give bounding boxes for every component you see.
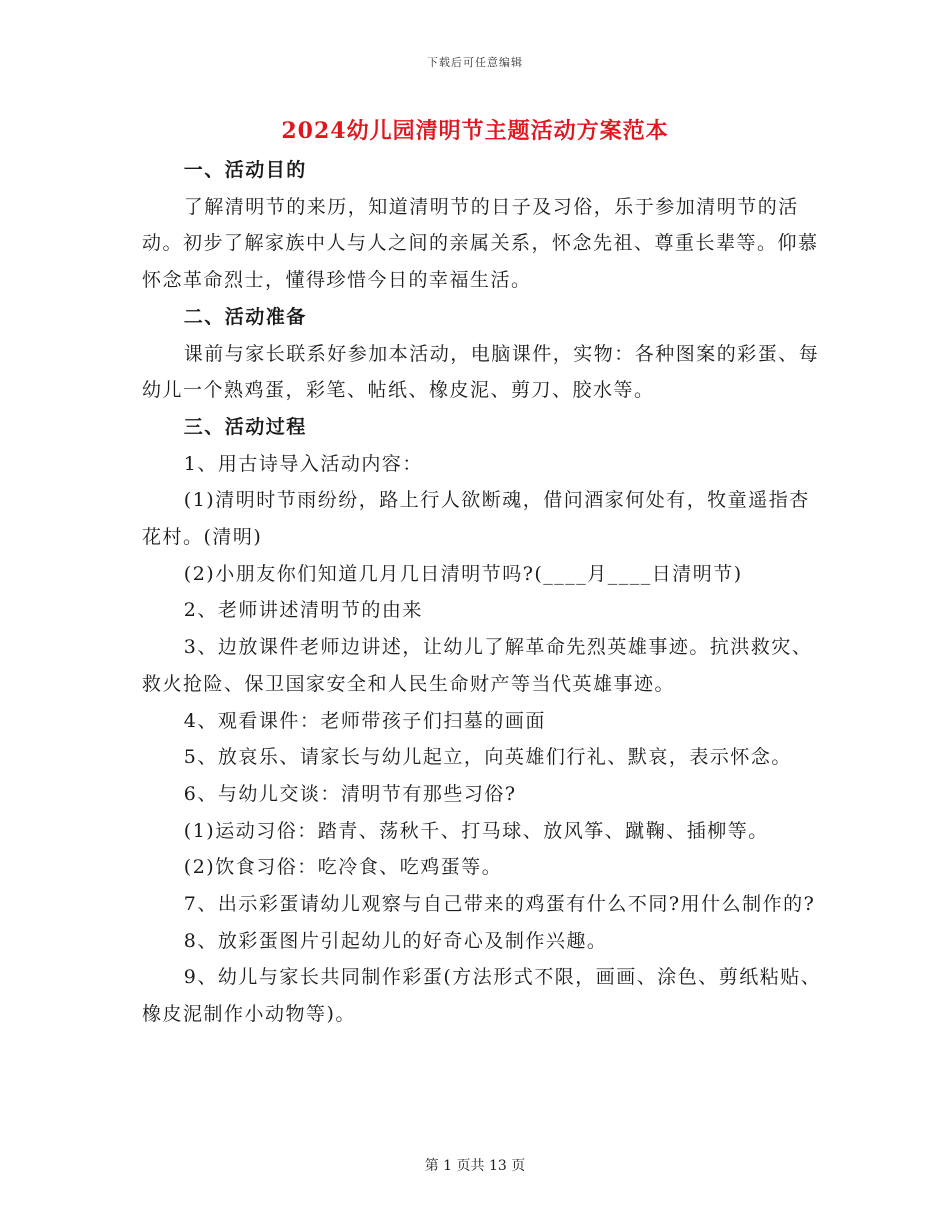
- paragraph-preparation: 课前与家长联系好参加本活动，电脑课件，实物：各种图案的彩蛋、每幼儿一个熟鸡蛋，彩笔、帖纸、橡皮泥、剪刀、胶水等。: [142, 342, 820, 402]
- process-step-1-2: (2)小朋友你们知道几月几日清明节吗?(____月____日清明节): [183, 562, 743, 585]
- document-title: 2024幼儿园清明节主题活动方案范本: [281, 118, 669, 144]
- section-heading-preparation: 二、活动准备: [183, 305, 307, 328]
- section-heading-process: 三、活动过程: [183, 415, 307, 438]
- header-note: 下载后可任意编辑: [427, 56, 523, 69]
- process-step-1-1: (1)清明时节雨纷纷，路上行人欲断魂，借问酒家何处有，牧童遥指杏花村。(清明): [142, 489, 810, 549]
- page-footer: 第 1 页共 13 页: [424, 1158, 526, 1174]
- process-step-9: 9、幼儿与家长共同制作彩蛋(方法形式不限，画画、涂色、剪纸粘贴、橡皮泥制作小动物等)。: [142, 966, 822, 1026]
- process-step-3: 3、边放课件老师边讲述，让幼儿了解革命先烈英雄事迹。抗洪救灾、救火抢险、保卫国家安全和人民生命财产等当代英雄事迹。: [142, 636, 813, 695]
- section-heading-purpose: 一、活动目的: [183, 159, 307, 181]
- process-step-2: 2、老师讲述清明节的由来: [183, 599, 423, 622]
- process-step-8: 8、放彩蛋图片引起幼儿的好奇心及制作兴趣。: [183, 929, 608, 952]
- process-step-6-1: (1)运动习俗：踏青、荡秋千、打马球、放风筝、蹴鞠、插柳等。: [183, 819, 769, 842]
- process-step-1: 1、用古诗导入活动内容：: [183, 452, 423, 475]
- process-step-4: 4、观看课件：老师带孩子们扫墓的画面: [183, 709, 546, 732]
- process-step-6-2: (2)饮食习俗：吃冷食、吃鸡蛋等。: [183, 856, 503, 879]
- process-step-6: 6、与幼儿交谈：清明节有那些习俗?: [183, 782, 517, 805]
- paragraph-purpose: 了解清明节的来历，知道清明节的日子及习俗，乐于参加清明节的活动。初步了解家族中人与人之间的亲属关系，怀念先祖、尊重长辈等。仰慕怀念革命烈士，懂得珍惜今日的幸福生活。: [142, 195, 819, 292]
- process-step-5: 5、放哀乐、请家长与幼儿起立，向英雄们行礼、默哀，表示怀念。: [183, 746, 792, 769]
- process-step-7: 7、出示彩蛋请幼儿观察与自己带来的鸡蛋有什么不同?用什么制作的?: [183, 893, 816, 916]
- document-body: [142, 152, 822, 1033]
